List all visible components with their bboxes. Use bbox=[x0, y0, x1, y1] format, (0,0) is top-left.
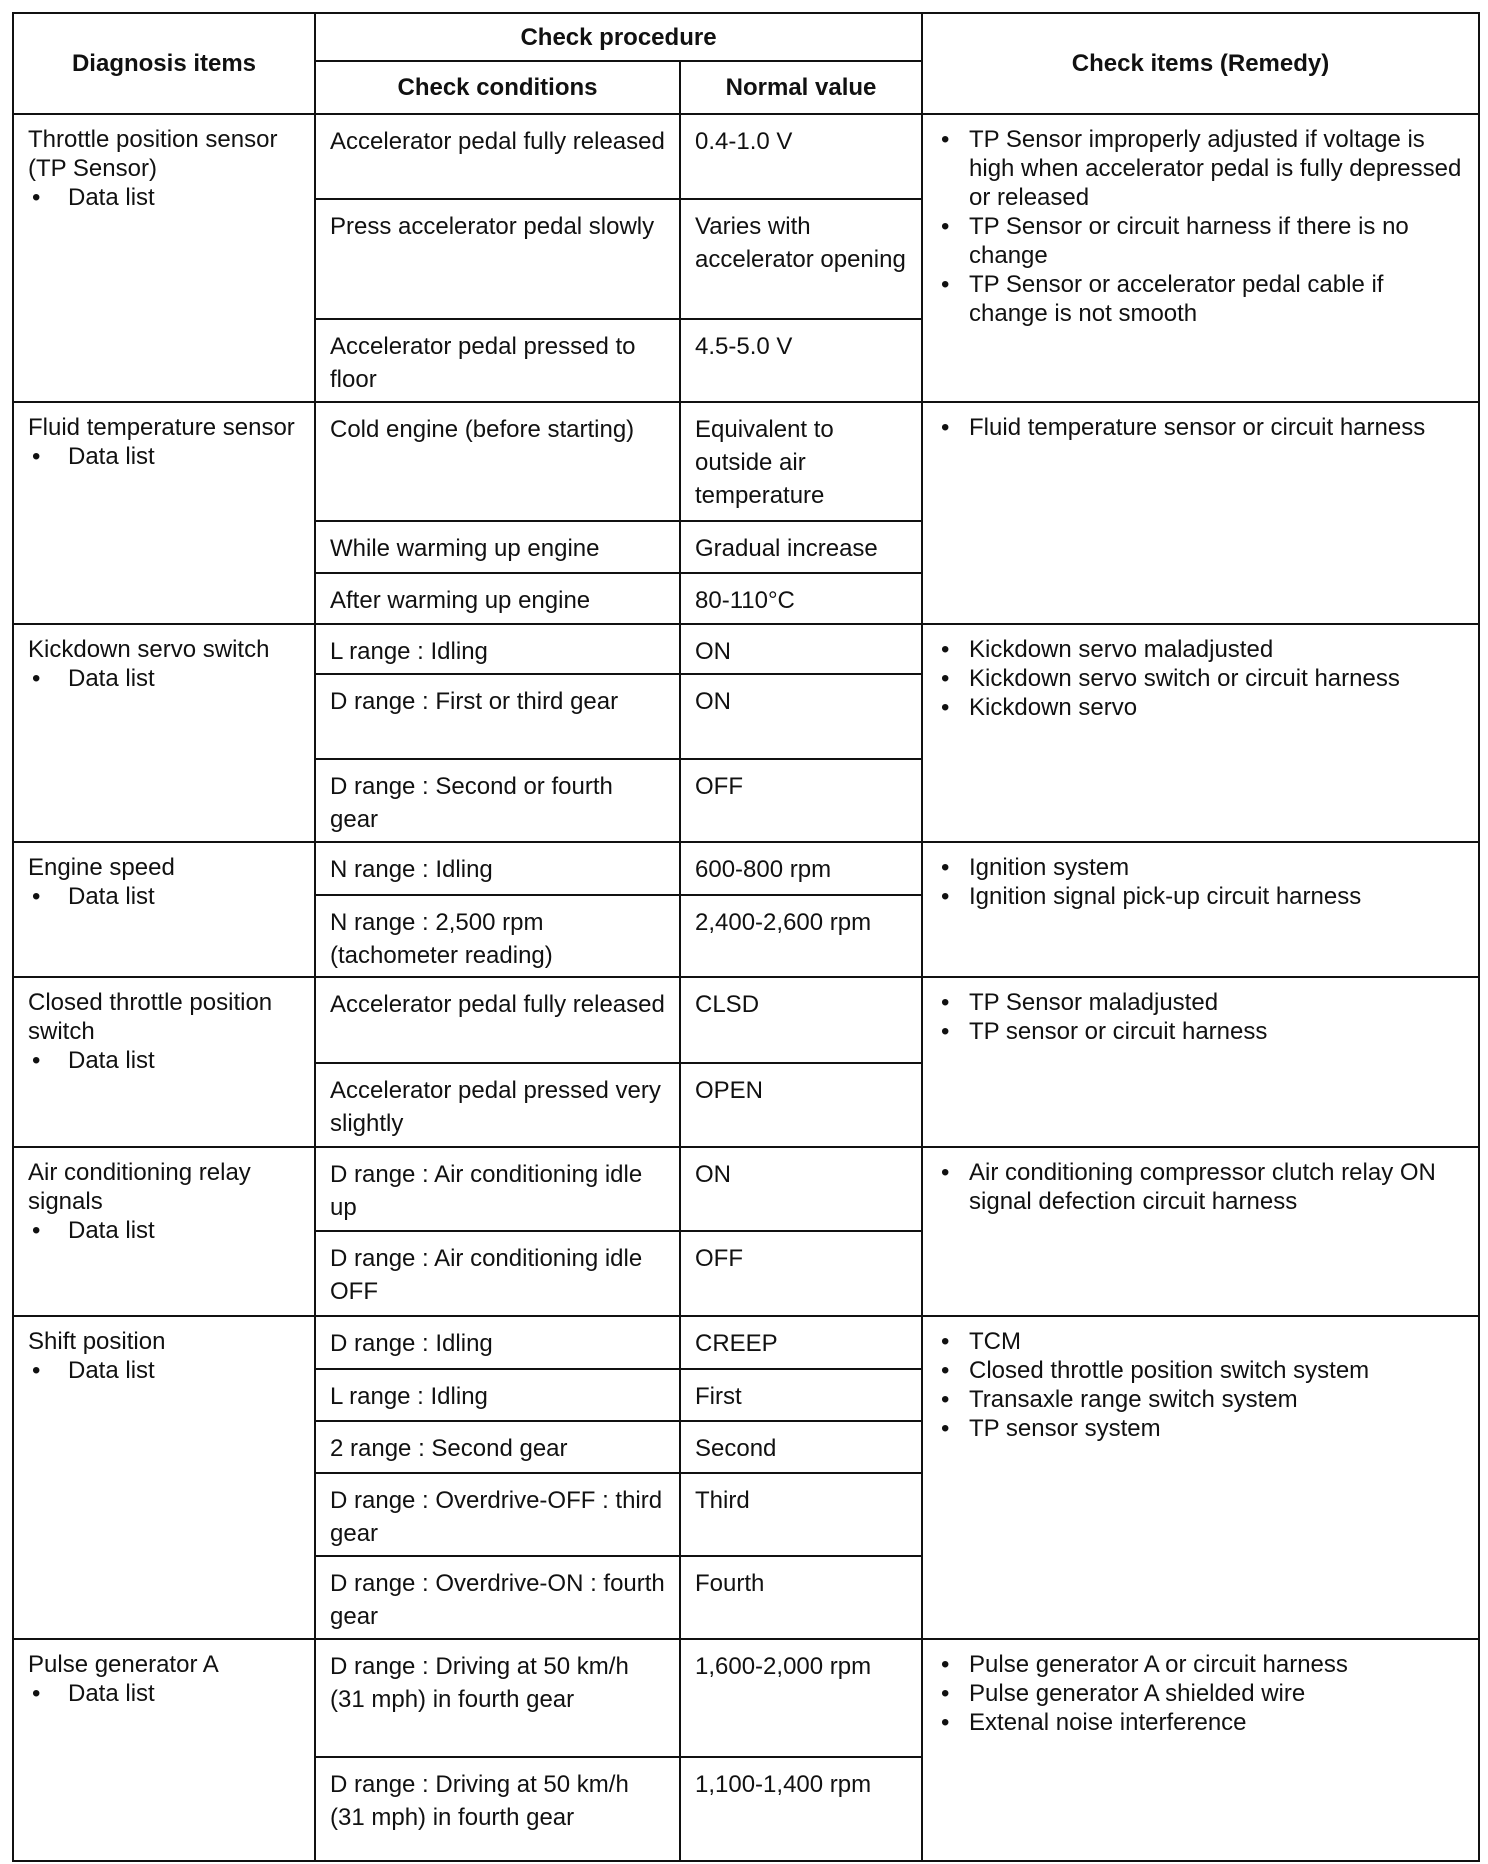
remedy-item: • Ignition signal pick-up circuit harness bbox=[937, 882, 1466, 911]
remedy-item: • Kickdown servo switch or circuit harness bbox=[937, 664, 1466, 693]
normal-value: 4.5-5.0 V bbox=[680, 319, 922, 402]
check-condition: L range : Idling bbox=[315, 1369, 680, 1421]
table-row bbox=[13, 1147, 1479, 1231]
diagnosis-sub: • Data list bbox=[28, 442, 302, 471]
check-condition: N range : Idling bbox=[315, 842, 680, 895]
remedy-item: • Pulse generator A or circuit harness bbox=[937, 1650, 1466, 1679]
check-condition: D range : First or third gear bbox=[315, 674, 680, 759]
check-condition: Accelerator pedal fully released bbox=[315, 977, 680, 1063]
diagnosis-item: Closed throttle position switch bbox=[28, 989, 273, 1045]
normal-value: Second bbox=[680, 1421, 922, 1473]
diagnosis-sub: • Data list bbox=[28, 1046, 302, 1075]
remedy-list bbox=[937, 1327, 1466, 1443]
check-condition: While warming up engine bbox=[315, 521, 680, 573]
check-condition: D range : Driving at 50 km/h (31 mph) in fourth gear bbox=[315, 1757, 680, 1861]
diagnosis-sub: • Data list bbox=[28, 1356, 302, 1385]
diagnosis-item-cell bbox=[13, 1639, 315, 1861]
normal-value: Varies with accelerator opening bbox=[680, 199, 922, 319]
table-row bbox=[13, 842, 1479, 895]
diagnosis-item-cell bbox=[13, 842, 315, 977]
diagnosis-item: Pulse generator A bbox=[28, 1651, 219, 1678]
remedy-list bbox=[937, 988, 1466, 1046]
normal-value: CREEP bbox=[680, 1316, 922, 1369]
table-row bbox=[13, 402, 1479, 521]
normal-value: CLSD bbox=[680, 977, 922, 1063]
header-normal-value: Normal value bbox=[680, 61, 922, 114]
normal-value: OFF bbox=[680, 759, 922, 842]
remedy-item: • Pulse generator A shielded wire bbox=[937, 1679, 1466, 1708]
check-condition: Accelerator pedal pressed very slightly bbox=[315, 1063, 680, 1147]
check-condition: D range : Driving at 50 km/h (31 mph) in fourth gear bbox=[315, 1639, 680, 1757]
remedy-cell bbox=[922, 1639, 1479, 1861]
remedy-item: • TCM bbox=[937, 1327, 1466, 1356]
remedy-list bbox=[937, 635, 1466, 722]
diagnosis-sub: • Data list bbox=[28, 664, 302, 693]
check-condition: 2 range : Second gear bbox=[315, 1421, 680, 1473]
normal-value: First bbox=[680, 1369, 922, 1421]
check-condition: Accelerator pedal fully released bbox=[315, 114, 680, 199]
check-condition: L range : Idling bbox=[315, 624, 680, 674]
diagnosis-item: Engine speed bbox=[28, 854, 175, 881]
remedy-cell bbox=[922, 114, 1479, 402]
diagnosis-sub: • Data list bbox=[28, 882, 302, 911]
check-condition: D range : Overdrive-OFF : third gear bbox=[315, 1473, 680, 1556]
check-condition: D range : Air conditioning idle up bbox=[315, 1147, 680, 1231]
header-check-procedure: Check procedure bbox=[315, 13, 922, 61]
diagnosis-item: Shift position bbox=[28, 1328, 166, 1355]
check-condition: D range : Idling bbox=[315, 1316, 680, 1369]
normal-value: 0.4-1.0 V bbox=[680, 114, 922, 199]
remedy-item: • TP Sensor improperly adjusted if voltage is high when accelerator pedal is fully depressed or released bbox=[937, 125, 1466, 212]
remedy-item: • Air conditioning compressor clutch relay ON signal defection circuit harness bbox=[937, 1158, 1466, 1216]
diagnosis-item-cell bbox=[13, 402, 315, 624]
diagnosis-item-cell bbox=[13, 1316, 315, 1639]
remedy-list bbox=[937, 1650, 1466, 1737]
header-diagnosis-items: Diagnosis items bbox=[13, 13, 315, 114]
remedy-list bbox=[937, 853, 1466, 911]
normal-value: 80-110°C bbox=[680, 573, 922, 624]
table-row bbox=[13, 977, 1479, 1063]
check-condition: N range : 2,500 rpm (tachometer reading) bbox=[315, 895, 680, 977]
normal-value: OFF bbox=[680, 1231, 922, 1316]
remedy-item: • Extenal noise interference bbox=[937, 1708, 1466, 1737]
diagnosis-sub: • Data list bbox=[28, 1679, 302, 1708]
remedy-item: • TP Sensor maladjusted bbox=[937, 988, 1466, 1017]
header-check-items: Check items (Remedy) bbox=[922, 13, 1479, 114]
normal-value: Gradual increase bbox=[680, 521, 922, 573]
check-condition: Cold engine (before starting) bbox=[315, 402, 680, 521]
normal-value: 1,100-1,400 rpm bbox=[680, 1757, 922, 1861]
header-check-conditions: Check conditions bbox=[315, 61, 680, 114]
remedy-item: • Fluid temperature sensor or circuit harness bbox=[937, 413, 1466, 442]
diagnosis-item-cell bbox=[13, 1147, 315, 1316]
remedy-cell bbox=[922, 842, 1479, 977]
check-condition: After warming up engine bbox=[315, 573, 680, 624]
normal-value: 2,400-2,600 rpm bbox=[680, 895, 922, 977]
normal-value: ON bbox=[680, 1147, 922, 1231]
check-condition: D range : Air conditioning idle OFF bbox=[315, 1231, 680, 1316]
table-row bbox=[13, 1639, 1479, 1757]
check-condition: Accelerator pedal pressed to floor bbox=[315, 319, 680, 402]
diagnosis-item-cell bbox=[13, 624, 315, 842]
remedy-cell bbox=[922, 402, 1479, 624]
remedy-item: • Closed throttle position switch system bbox=[937, 1356, 1466, 1385]
remedy-cell bbox=[922, 1147, 1479, 1316]
diagnosis-item-cell bbox=[13, 114, 315, 402]
normal-value: 600-800 rpm bbox=[680, 842, 922, 895]
remedy-item: • TP sensor system bbox=[937, 1414, 1466, 1443]
diagnosis-sub: • Data list bbox=[28, 183, 302, 212]
remedy-list bbox=[937, 125, 1466, 328]
check-condition: D range : Overdrive-ON : fourth gear bbox=[315, 1556, 680, 1639]
diagnosis-item: Kickdown servo switch bbox=[28, 636, 270, 663]
diagnosis-item: Fluid temperature sensor bbox=[28, 414, 295, 441]
remedy-item: • Transaxle range switch system bbox=[937, 1385, 1466, 1414]
remedy-item: • Ignition system bbox=[937, 853, 1466, 882]
normal-value: Fourth bbox=[680, 1556, 922, 1639]
remedy-item: • TP Sensor or accelerator pedal cable if change is not smooth bbox=[937, 270, 1466, 328]
diagnosis-table bbox=[12, 12, 1480, 1862]
remedy-item: • TP sensor or circuit harness bbox=[937, 1017, 1466, 1046]
normal-value: 1,600-2,000 rpm bbox=[680, 1639, 922, 1757]
diagnosis-sub: • Data list bbox=[28, 1216, 302, 1245]
remedy-list bbox=[937, 1158, 1466, 1216]
check-condition: D range : Second or fourth gear bbox=[315, 759, 680, 842]
table-row bbox=[13, 114, 1479, 199]
normal-value: ON bbox=[680, 624, 922, 674]
diagnosis-item-cell bbox=[13, 977, 315, 1147]
remedy-item: • Kickdown servo maladjusted bbox=[937, 635, 1466, 664]
check-condition: Press accelerator pedal slowly bbox=[315, 199, 680, 319]
normal-value: OPEN bbox=[680, 1063, 922, 1147]
table-row bbox=[13, 624, 1479, 674]
normal-value: Equivalent to outside air temperature bbox=[680, 402, 922, 521]
table-row bbox=[13, 1316, 1479, 1369]
normal-value: ON bbox=[680, 674, 922, 759]
remedy-item: • Kickdown servo bbox=[937, 693, 1466, 722]
diagnosis-item: Throttle position sensor (TP Sensor) bbox=[28, 126, 278, 182]
remedy-list bbox=[937, 413, 1466, 442]
remedy-cell bbox=[922, 624, 1479, 842]
normal-value: Third bbox=[680, 1473, 922, 1556]
diagnosis-item: Air conditioning relay signals bbox=[28, 1159, 251, 1215]
remedy-item: • TP Sensor or circuit harness if there is no change bbox=[937, 212, 1466, 270]
remedy-cell bbox=[922, 1316, 1479, 1639]
remedy-cell bbox=[922, 977, 1479, 1147]
